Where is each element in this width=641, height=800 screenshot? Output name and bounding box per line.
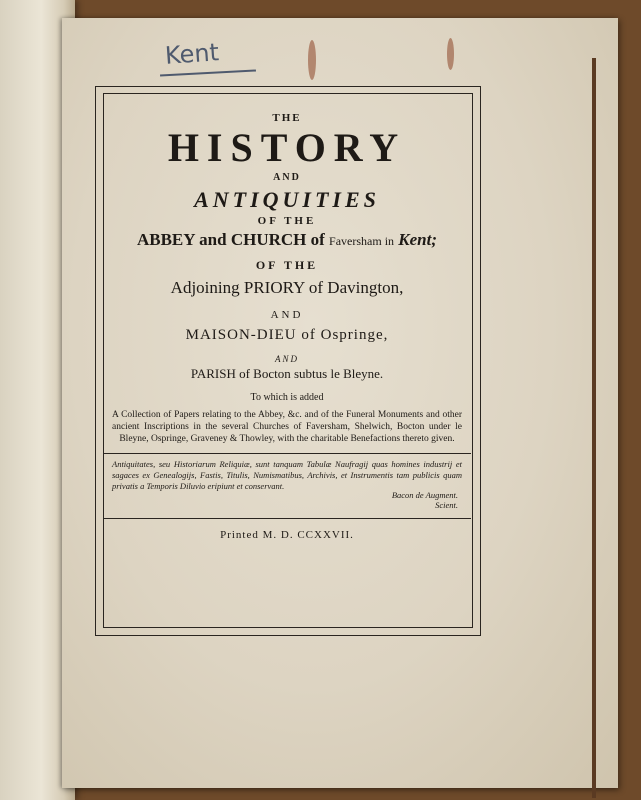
title-of-the-2: OF THE <box>255 258 319 272</box>
title-parish-line: PARISH of Bocton subtus le Bleyne. <box>190 366 384 381</box>
divider-rule <box>103 453 471 454</box>
title-and-2: AND <box>270 309 304 321</box>
divider-rule-2 <box>103 518 471 519</box>
title-and: AND <box>273 172 301 183</box>
title-history: HISTORY <box>167 125 407 170</box>
title-of-the: OF THE <box>257 215 317 227</box>
ink-stain <box>447 38 454 70</box>
epigraph-attribution-line-1: Bacon de Augment. <box>391 490 458 500</box>
title-abbey-line <box>110 229 464 252</box>
ink-stain <box>308 40 316 80</box>
title-antiquities: ANTIQUITIES <box>194 187 380 212</box>
title-maison-line: MAISON-DIEU of Ospringe, <box>185 327 389 343</box>
imprint-date: Printed M. D. CCXXVII. <box>220 529 354 541</box>
title-collection-paragraph: A Collection of Papers relating to the Abbey, &c. and of the Funeral Monuments and other ancient Inscriptions in the several Churches of Faversham, Shelwich, Bocton under le Bleyne, Ospringe, Graveney & Thowley, with the charitable Benefactions thereto given. <box>112 410 462 444</box>
latin-epigraph: Antiquitates, seu Historiarum Reliquiæ, sunt tanquam Tabulæ Naufragij quas homines industrij et sagaces ex Genealogijs, Fastis, Titulis, Numismatibus, Archivis, et Instrumentis tam publicis quam privatis a Temporis Diluvio eripiunt et conservant. <box>112 459 462 491</box>
handwritten-note: Kent <box>164 38 220 70</box>
title-to-which-added: To which is added <box>250 392 324 403</box>
page-edge-shadow <box>592 58 596 798</box>
abbey-county: Kent; <box>398 230 438 249</box>
title-and-3: AND <box>275 354 299 364</box>
abbey-place: Faversham in <box>329 234 395 248</box>
title-the: THE <box>272 112 302 124</box>
abbey-church: ABBEY and CHURCH of <box>136 230 325 249</box>
epigraph-attribution <box>110 490 458 510</box>
title-priory-line: Adjoining PRIORY of Davington, <box>170 278 404 297</box>
epigraph-attribution-line-2: Scient. <box>435 500 458 510</box>
title-page-text <box>110 98 464 541</box>
